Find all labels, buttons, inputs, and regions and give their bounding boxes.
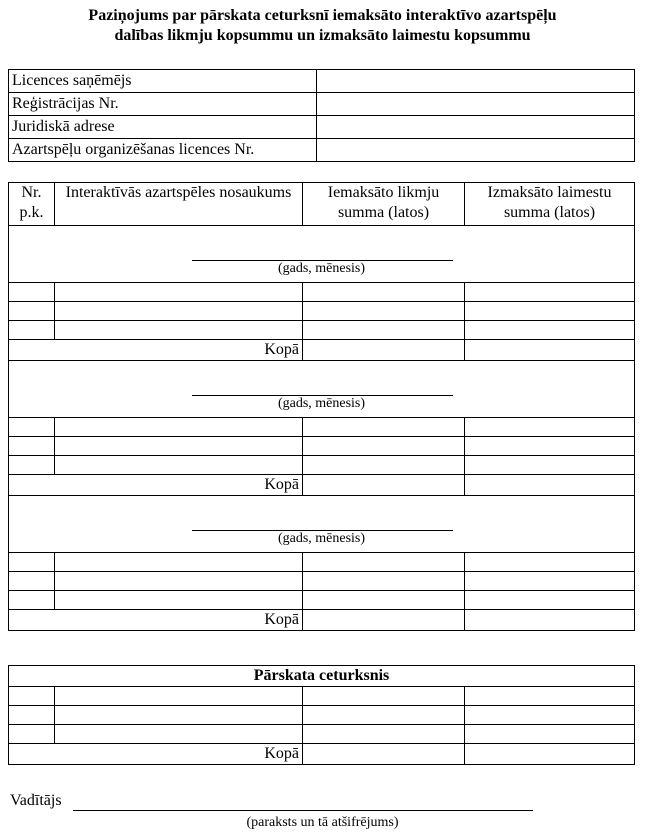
info-row (9, 93, 635, 116)
total-wins[interactable] (465, 744, 635, 765)
info-value[interactable] (317, 70, 635, 93)
total-label: Kopā (9, 340, 303, 361)
col-wins-header: Izmaksāto laimestu summa (latos) (465, 183, 635, 226)
cell-nr[interactable] (9, 706, 55, 725)
cell-wins[interactable] (465, 418, 635, 437)
signature-label: Vadītājs (10, 792, 62, 809)
table-row (9, 706, 635, 725)
quarter-header-row (9, 666, 635, 687)
total-bets[interactable] (303, 475, 465, 496)
cell-name[interactable] (55, 572, 303, 591)
col-bets-header: Iemaksāto likmju summa (latos) (303, 183, 465, 226)
period-cell[interactable] (9, 496, 635, 553)
table-row (9, 302, 635, 321)
period-label: (gads, mēnesis) (277, 261, 366, 276)
signature-line[interactable] (73, 810, 533, 811)
table-row (9, 725, 635, 744)
header-row (9, 183, 635, 226)
table-row (9, 283, 635, 302)
cell-name[interactable] (55, 321, 303, 340)
monthly-report-table (8, 182, 635, 631)
period-row (9, 226, 635, 283)
info-value[interactable] (317, 93, 635, 116)
cell-wins[interactable] (465, 456, 635, 475)
info-label: Azartspēļu organizēšanas licences Nr. (9, 139, 317, 162)
signature-note: (paraksts un tā atšifrējums) (246, 815, 399, 830)
cell-nr[interactable] (9, 283, 55, 302)
quarter-summary-table (8, 665, 635, 765)
period-label: (gads, mēnesis) (277, 396, 366, 411)
cell-wins[interactable] (465, 437, 635, 456)
total-label: Kopā (9, 610, 303, 631)
quarter-title: Pārskata ceturksnis (9, 666, 635, 687)
cell-nr[interactable] (9, 437, 55, 456)
total-bets[interactable] (303, 340, 465, 361)
info-label: Juridiskā adrese (9, 116, 317, 139)
cell-name[interactable] (55, 302, 303, 321)
table-row (9, 553, 635, 572)
cell-wins[interactable] (465, 321, 635, 340)
table-row (9, 437, 635, 456)
cell-bets[interactable] (303, 725, 465, 744)
cell-wins[interactable] (465, 706, 635, 725)
cell-wins[interactable] (465, 591, 635, 610)
table-row (9, 591, 635, 610)
table-row (9, 687, 635, 706)
total-label: Kopā (9, 744, 303, 765)
table-row (9, 572, 635, 591)
title-line-1: Paziņojums par pārskata ceturksnī iemaksāto interaktīvo azartspēļu (88, 7, 557, 24)
period-row (9, 496, 635, 553)
licensee-info-table (8, 69, 635, 162)
period-cell[interactable] (9, 361, 635, 418)
table-row (9, 456, 635, 475)
cell-bets[interactable] (303, 302, 465, 321)
info-row (9, 116, 635, 139)
table-row (9, 418, 635, 437)
cell-nr[interactable] (9, 687, 55, 706)
col-name-header: Interaktīvās azartspēles nosaukums (55, 183, 303, 226)
col-nr-header: Nr. p.k. (9, 183, 55, 226)
cell-bets[interactable] (303, 572, 465, 591)
cell-name[interactable] (55, 706, 303, 725)
cell-name[interactable] (55, 418, 303, 437)
total-bets[interactable] (303, 744, 465, 765)
cell-wins[interactable] (465, 687, 635, 706)
cell-name[interactable] (55, 687, 303, 706)
info-row (9, 70, 635, 93)
document-title (0, 6, 645, 46)
cell-wins[interactable] (465, 725, 635, 744)
cell-bets[interactable] (303, 321, 465, 340)
cell-bets[interactable] (303, 283, 465, 302)
period-label: (gads, mēnesis) (277, 531, 366, 546)
cell-nr[interactable] (9, 572, 55, 591)
cell-wins[interactable] (465, 572, 635, 591)
cell-bets[interactable] (303, 687, 465, 706)
title-line-2: dalības likmju kopsummu un izmaksāto laimestu kopsummu (114, 27, 531, 44)
total-bets[interactable] (303, 610, 465, 631)
table-row (9, 321, 635, 340)
cell-name[interactable] (55, 456, 303, 475)
info-row (9, 139, 635, 162)
cell-nr[interactable] (9, 321, 55, 340)
cell-nr[interactable] (9, 418, 55, 437)
cell-bets[interactable] (303, 418, 465, 437)
info-label: Licences saņēmējs (9, 70, 317, 93)
total-row (9, 610, 635, 631)
total-label: Kopā (9, 475, 303, 496)
cell-nr[interactable] (9, 725, 55, 744)
cell-name[interactable] (55, 553, 303, 572)
total-wins[interactable] (465, 610, 635, 631)
total-row (9, 340, 635, 361)
cell-nr[interactable] (9, 302, 55, 321)
total-row (9, 475, 635, 496)
cell-name[interactable] (55, 283, 303, 302)
cell-name[interactable] (55, 437, 303, 456)
total-wins[interactable] (465, 340, 635, 361)
cell-bets[interactable] (303, 437, 465, 456)
cell-bets[interactable] (303, 591, 465, 610)
total-wins[interactable] (465, 475, 635, 496)
cell-bets[interactable] (303, 553, 465, 572)
cell-wins[interactable] (465, 302, 635, 321)
period-row (9, 361, 635, 418)
cell-bets[interactable] (303, 706, 465, 725)
cell-nr[interactable] (9, 591, 55, 610)
cell-wins[interactable] (465, 283, 635, 302)
period-cell[interactable] (9, 226, 635, 283)
cell-name[interactable] (55, 725, 303, 744)
info-label: Reģistrācijas Nr. (9, 93, 317, 116)
info-value[interactable] (317, 139, 635, 162)
cell-bets[interactable] (303, 456, 465, 475)
cell-name[interactable] (55, 591, 303, 610)
cell-nr[interactable] (9, 456, 55, 475)
cell-wins[interactable] (465, 553, 635, 572)
cell-nr[interactable] (9, 553, 55, 572)
total-row (9, 744, 635, 765)
info-value[interactable] (317, 116, 635, 139)
